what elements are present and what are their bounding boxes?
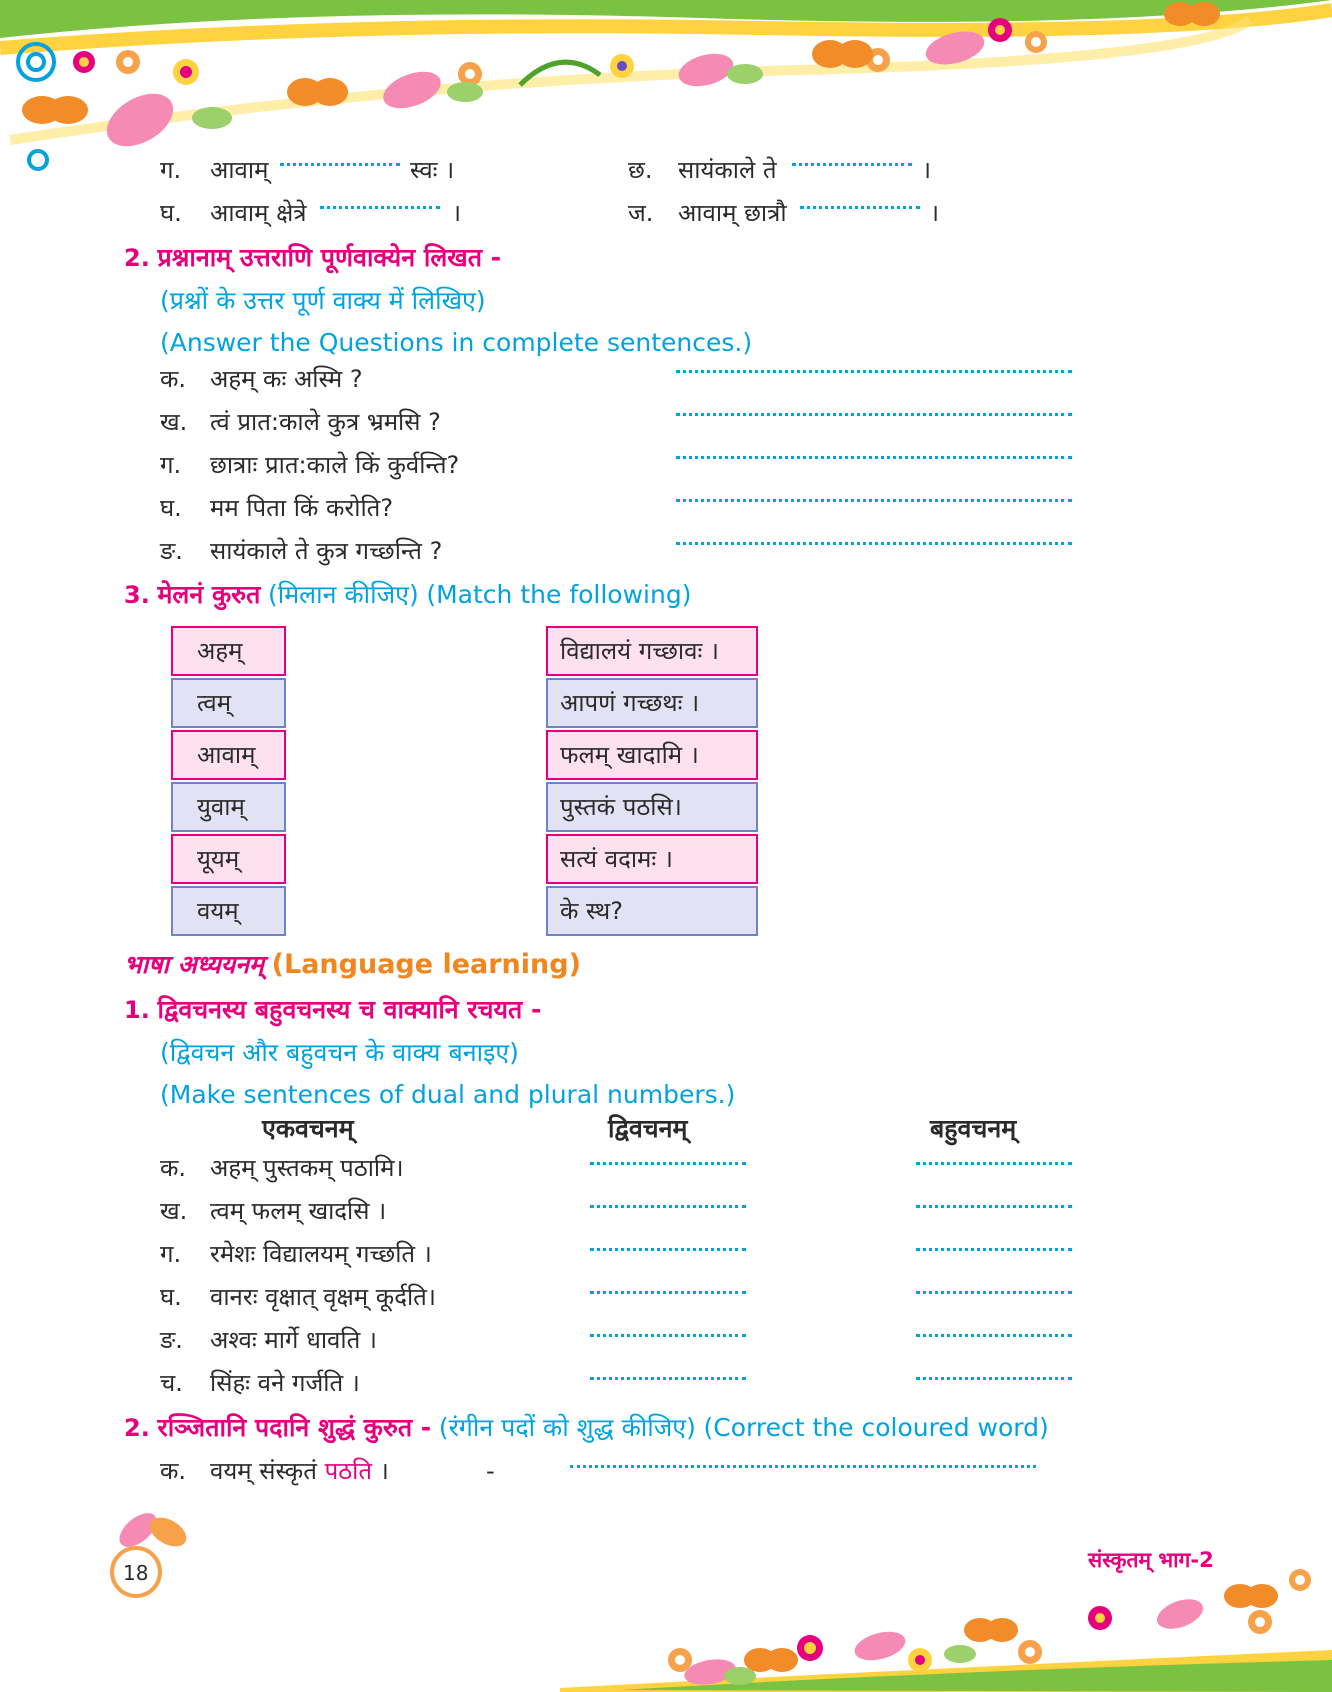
- sentence-text: वयम् संस्कृतं: [210, 1457, 317, 1485]
- row-label: ग.: [160, 1240, 182, 1268]
- section-subtitle-hindi: (प्रश्नों के उत्तर पूर्ण वाक्य में लिखिए): [160, 286, 486, 315]
- match-left-item[interactable]: युवाम्: [171, 782, 286, 832]
- row-text: अश्वः मार्गे धावति ।: [210, 1326, 378, 1354]
- section-title: प्रश्नानाम् उत्तराणि पूर्णवाक्येन लिखत -: [157, 243, 502, 272]
- page-number-badge: [108, 1510, 198, 1600]
- section-number: 2.: [124, 244, 150, 272]
- answer-blank[interactable]: [792, 163, 912, 166]
- question-label: ङ.: [160, 537, 183, 565]
- answer-blank[interactable]: [676, 456, 1072, 459]
- column-header-dual: द्विवचनम्: [608, 1114, 688, 1143]
- row-label: घ.: [160, 1283, 182, 1311]
- section-title: मेलनं कुरुत: [157, 580, 261, 609]
- question-text: त्वं प्रात:काले कुत्र भ्रमसि ?: [210, 408, 441, 436]
- plural-answer-blank[interactable]: [916, 1334, 1072, 1337]
- match-right-item[interactable]: पुस्तकं पठसि।: [546, 782, 758, 832]
- match-right-item[interactable]: फलम् खादामि ।: [546, 730, 758, 780]
- row-label: क.: [160, 1457, 187, 1485]
- match-left-item[interactable]: वयम्: [171, 886, 286, 936]
- section-subtitle-hindi: (रंगीन पदों को शुद्ध कीजिए): [438, 1413, 696, 1442]
- language-english: (Language learning): [271, 949, 581, 980]
- match-right-item[interactable]: आपणं गच्छथः ।: [546, 678, 758, 728]
- language-heading: [124, 950, 581, 980]
- row-text: ।: [922, 156, 932, 184]
- row-text: आवाम्: [210, 156, 269, 184]
- dual-answer-blank[interactable]: [590, 1334, 746, 1337]
- section-title: द्विवचनस्य बहुवचनस्य च वाक्यानि रचयत -: [157, 995, 542, 1024]
- answer-blank[interactable]: [280, 163, 400, 166]
- section-subtitle-english: (Answer the Questions in complete sentences.): [160, 328, 753, 357]
- language-title: भाषा अध्ययनम्: [124, 950, 265, 979]
- answer-blank[interactable]: [676, 499, 1072, 502]
- question-label: क.: [160, 365, 187, 393]
- section-subtitle-english: (Make sentences of dual and plural numbers.): [160, 1080, 736, 1109]
- dual-answer-blank[interactable]: [590, 1291, 746, 1294]
- page-number: 18: [123, 1561, 149, 1585]
- dash: -: [486, 1457, 495, 1485]
- row-label: ज.: [628, 199, 654, 227]
- plural-answer-blank[interactable]: [916, 1291, 1072, 1294]
- section-subtitle-english: (Correct the coloured word): [703, 1413, 1049, 1442]
- question-text: मम पिता किं करोति?: [210, 494, 394, 522]
- match-left-item[interactable]: अहम्: [171, 626, 286, 676]
- row-text: वानरः वृक्षात् वृक्षम् कूर्दति।: [210, 1283, 436, 1311]
- match-left-item[interactable]: यूयम्: [171, 834, 286, 884]
- section-heading: [124, 580, 691, 610]
- section-subtitle-hindi: (द्विवचन और बहुवचन के वाक्य बनाइए): [160, 1038, 519, 1067]
- answer-blank[interactable]: [800, 206, 920, 209]
- row-label: ङ.: [160, 1326, 183, 1354]
- row-text: स्वः ।: [410, 156, 455, 184]
- question-text: अहम् कः अस्मि ?: [210, 365, 363, 393]
- dual-answer-blank[interactable]: [590, 1377, 746, 1380]
- question-text: सायंकाले ते कुत्र गच्छन्ति ?: [210, 537, 443, 565]
- question-label: घ.: [160, 494, 182, 522]
- row-text: आवाम् छात्रौ: [678, 199, 787, 227]
- row-text: ।: [452, 199, 462, 227]
- answer-blank[interactable]: [570, 1465, 1036, 1468]
- section-heading: [124, 243, 501, 273]
- answer-blank[interactable]: [676, 413, 1072, 416]
- row-label: क.: [160, 1154, 187, 1182]
- answer-blank[interactable]: [676, 370, 1072, 373]
- row-label: छ.: [628, 156, 653, 184]
- plural-answer-blank[interactable]: [916, 1162, 1072, 1165]
- dual-answer-blank[interactable]: [590, 1205, 746, 1208]
- section-subtitle-hindi: (मिलान कीजिए): [268, 580, 419, 609]
- question-label: ग.: [160, 451, 182, 479]
- row-label: च.: [160, 1369, 183, 1397]
- plural-answer-blank[interactable]: [916, 1248, 1072, 1251]
- coloured-word: पठति: [324, 1457, 373, 1485]
- dual-answer-blank[interactable]: [590, 1162, 746, 1165]
- row-text: त्वम् फलम् खादसि ।: [210, 1197, 387, 1225]
- section-number: 2.: [124, 1414, 150, 1442]
- match-right-item[interactable]: विद्यालयं गच्छावः ।: [546, 626, 758, 676]
- column-header-plural: बहुवचनम्: [930, 1114, 1017, 1143]
- dual-answer-blank[interactable]: [590, 1248, 746, 1251]
- section-heading: [124, 1413, 1049, 1443]
- row-text: ।: [930, 199, 940, 227]
- section-title: रञ्जितानि पदानि शुद्धं कुरुत -: [157, 1413, 432, 1442]
- row-label: घ.: [160, 199, 182, 227]
- answer-blank[interactable]: [676, 542, 1072, 545]
- match-left-item[interactable]: आवाम्: [171, 730, 286, 780]
- answer-blank[interactable]: [320, 206, 440, 209]
- row-text: रमेशः विद्यालयम् गच्छति ।: [210, 1240, 432, 1268]
- bottom-floral-border: [560, 1560, 1332, 1692]
- sentence-end: ।: [379, 1457, 389, 1485]
- row-text: अहम् पुस्तकम् पठामि।: [210, 1154, 404, 1182]
- plural-answer-blank[interactable]: [916, 1377, 1072, 1380]
- match-left-item[interactable]: त्वम्: [171, 678, 286, 728]
- section-number: 3.: [124, 581, 150, 609]
- column-header-singular: एकवचनम्: [262, 1114, 354, 1143]
- question-label: ख.: [160, 408, 188, 436]
- row-text: सिंहः वने गर्जति ।: [210, 1369, 360, 1397]
- match-right-item[interactable]: के स्थ?: [546, 886, 758, 936]
- section-subtitle-english: (Match the following): [426, 580, 692, 609]
- plural-answer-blank[interactable]: [916, 1205, 1072, 1208]
- book-title: संस्कृतम् भाग-2: [1088, 1548, 1214, 1572]
- row-text: सायंकाले ते: [678, 156, 777, 184]
- row-text: आवाम् क्षेत्रे: [210, 199, 307, 227]
- section-heading: [124, 995, 541, 1025]
- question-text: छात्राः प्रात:काले किं कुर्वन्ति?: [210, 451, 460, 479]
- match-right-item[interactable]: सत्यं वदामः ।: [546, 834, 758, 884]
- correction-sentence: [210, 1456, 389, 1486]
- row-label: ख.: [160, 1197, 188, 1225]
- row-label: ग.: [160, 156, 182, 184]
- section-number: 1.: [124, 996, 150, 1024]
